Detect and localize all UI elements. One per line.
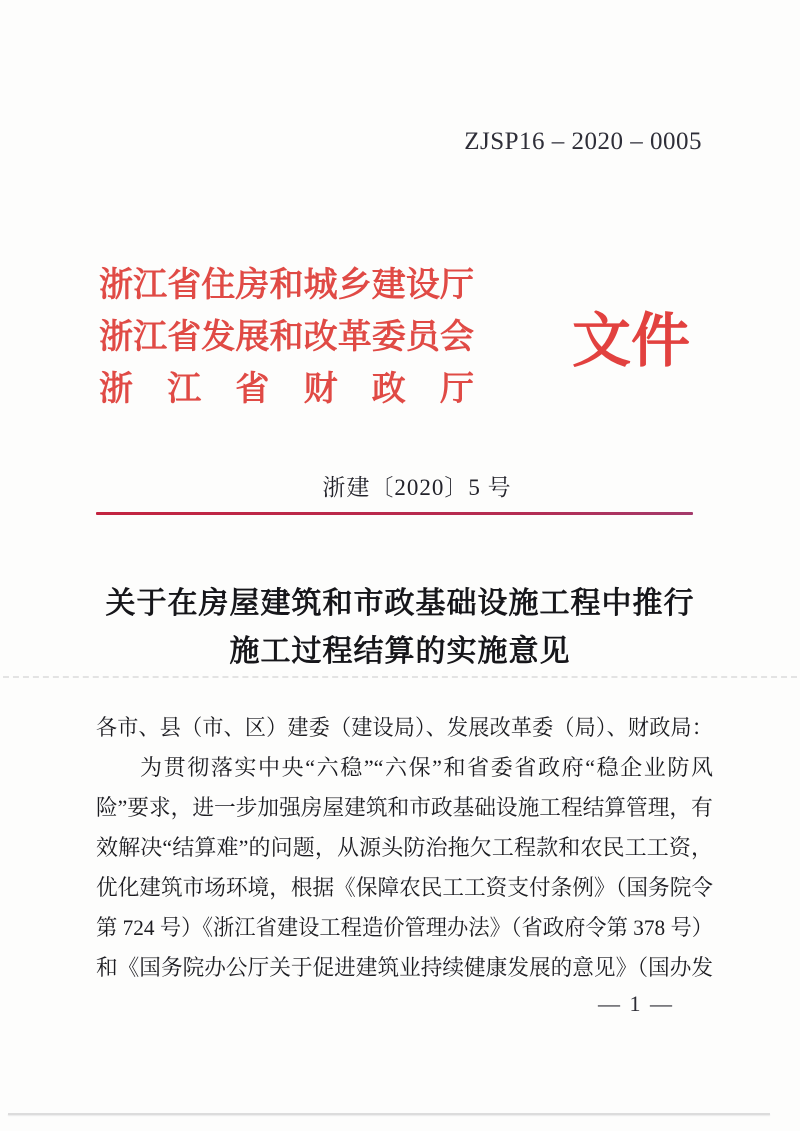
doc-type-label: 文件 — [572, 308, 691, 374]
scan-crease-artifact — [3, 676, 797, 678]
agency-line-1: 浙江省住房和城乡建设厅 — [99, 267, 474, 304]
scan-edge-artifact — [8, 1113, 770, 1115]
body-text — [96, 708, 713, 988]
letterhead — [99, 260, 474, 416]
body-line: 为贯彻落实中央“六稳”“六保”和省委省政府“稳企业防风 — [140, 755, 713, 780]
body-line: 效解决“结算难”的问题，从源头防治拖欠工程款和农民工工资， — [96, 835, 713, 860]
salutation: 各市、县（市、区）建委（建设局）、发展改革委（局）、财政局： — [96, 715, 714, 740]
body-line: 第 724 号）《浙江省建设工程造价管理办法》（省政府令第 378 号） — [96, 915, 714, 940]
agency-line-2: 浙江省发展和改革委员会 — [99, 319, 474, 356]
body-line: 和《国务院办公厅关于促进建筑业持续健康发展的意见》（国办发 — [96, 955, 714, 980]
red-divider-rule — [96, 512, 693, 515]
body-line: 优化建筑市场环境，根据《保障农民工工资支付条例》（国务院令 — [96, 875, 714, 900]
body-line: 险”要求，进一步加强房屋建筑和市政基础设施工程结算管理，有 — [96, 795, 713, 820]
archive-code: ZJSP16 – 2020 – 0005 — [464, 128, 702, 155]
doc-title-line-2: 施工过程结算的实施意见 — [229, 635, 571, 668]
doc-title — [0, 580, 800, 676]
doc-number: 浙建〔2020〕5 号 — [322, 475, 512, 500]
doc-title-line-1: 关于在房屋建筑和市政基础设施工程中推行 — [105, 587, 695, 620]
page-number: — 1 — — [598, 991, 674, 1016]
agency-line-3: 浙江省财政厅 — [99, 371, 474, 408]
